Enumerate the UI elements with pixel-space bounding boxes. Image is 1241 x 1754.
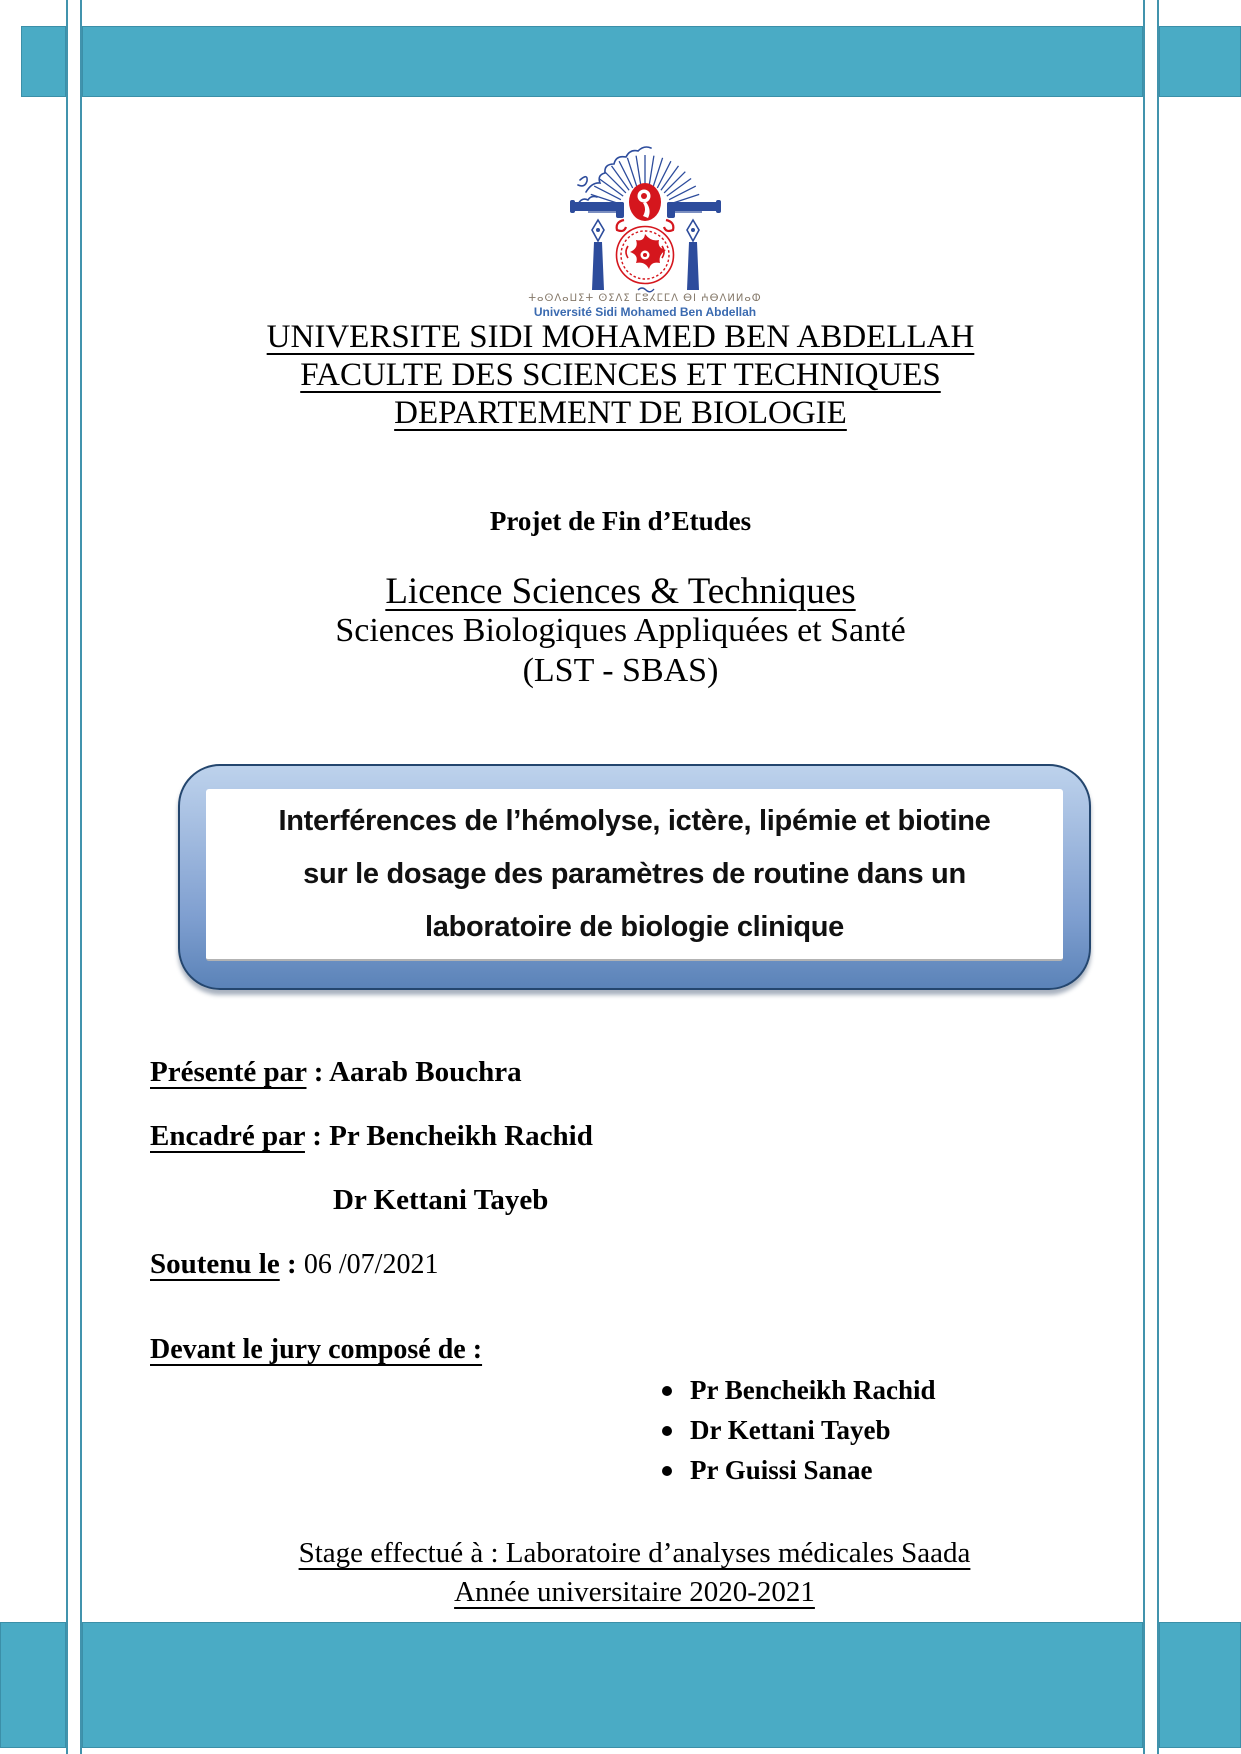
supervised-by-value: Pr Bencheikh Rachid (329, 1120, 593, 1152)
presented-by-line (150, 1056, 522, 1089)
university-logo (558, 138, 733, 296)
bottom-border-bar-right (1159, 1622, 1241, 1748)
left-border-line-outer (66, 0, 68, 1754)
jury-member-name: Pr Bencheikh Rachid (690, 1375, 936, 1405)
header-department-text: DEPARTEMENT DE BIOLOGIE (394, 395, 847, 431)
jury-member-row (662, 1375, 936, 1406)
left-border-line-inner (80, 0, 82, 1754)
specialty-name: Sciences Biologiques Appliquées et Santé (335, 612, 906, 649)
logo-red-disc (617, 183, 674, 231)
presented-by-label: Présenté par (150, 1056, 307, 1088)
jury-member-name: Dr Kettani Tayeb (690, 1415, 891, 1445)
project-type-label: Projet de Fin d’Etudes (489, 506, 752, 536)
supervisor2-line: Dr Kettani Tayeb (333, 1184, 549, 1216)
presented-by-value: Aarab Bouchra (329, 1056, 522, 1088)
thesis-title-line1: Interférences de l’hémolyse, ictère, lipémie et biotine (278, 804, 991, 837)
defended-on-value: 06 /07/2021 (303, 1249, 439, 1280)
logo-caption-tifinagh: ⵜⴰⵙⴷⴰⵡⵉⵜ ⵙⵉⴷⵉ ⵎⵓⵃⵎⵎⴷ ⴱⵏ ⵄⴱⴷⵍⵍⴰⵀ (528, 293, 762, 304)
top-border-bar-main (82, 26, 1143, 97)
thesis-title-line2: sur le dosage des paramètres de routine dans un (303, 857, 966, 890)
presented-by-separator: : (306, 1056, 330, 1088)
degree-name-text: Licence Sciences & Techniques (385, 571, 856, 612)
defended-on-label: Soutenu le (150, 1248, 280, 1280)
thesis-title (206, 789, 1063, 961)
degree-acronym: (LST - SBAS) (522, 652, 719, 689)
header-faculty-text: FACULTE DES SCIENCES ET TECHNIQUES (300, 357, 941, 393)
internship-location-line (114, 1537, 1155, 1570)
jury-heading-text: Devant le jury composé de : (150, 1334, 483, 1365)
jury-member-name: Pr Guissi Sanae (690, 1455, 873, 1485)
header-university (100, 318, 1141, 356)
logo-seal (617, 227, 674, 292)
bottom-border-bar-left (0, 1622, 66, 1748)
right-border-line-outer (1157, 0, 1159, 1754)
bullet-icon (662, 1466, 672, 1476)
jury-member-row (662, 1455, 873, 1486)
thesis-title-line3: laboratoire de biologie clinique (424, 910, 844, 943)
top-border-bar-right (1159, 26, 1241, 97)
jury-heading (150, 1334, 482, 1366)
header-department (100, 394, 1141, 432)
jury-member-row (662, 1415, 891, 1446)
header-faculty (100, 356, 1141, 394)
logo-caption-latin: Université Sidi Mohamed Ben Abdellah (533, 305, 757, 319)
supervised-by-line (150, 1120, 593, 1153)
internship-location-text: Stage effectué à : Laboratoire d’analyses médicales Saada (298, 1537, 971, 1569)
bullet-icon (662, 1426, 672, 1436)
thesis-title-box (178, 764, 1091, 990)
degree-name (100, 570, 1141, 613)
bullet-icon (662, 1386, 672, 1396)
supervised-by-separator: : (304, 1120, 330, 1152)
bottom-border-bar-main (82, 1622, 1143, 1748)
supervised-by-label: Encadré par (150, 1120, 305, 1152)
defended-on-separator: : (279, 1248, 304, 1280)
academic-year-text: Année universitaire 2020-2021 (454, 1576, 815, 1608)
header-university-text: UNIVERSITE SIDI MOHAMED BEN ABDELLAH (266, 319, 975, 355)
defended-on-line (150, 1248, 438, 1281)
top-border-bar-left (21, 26, 66, 97)
academic-year-line (114, 1576, 1155, 1609)
right-border-line-inner (1143, 0, 1145, 1754)
